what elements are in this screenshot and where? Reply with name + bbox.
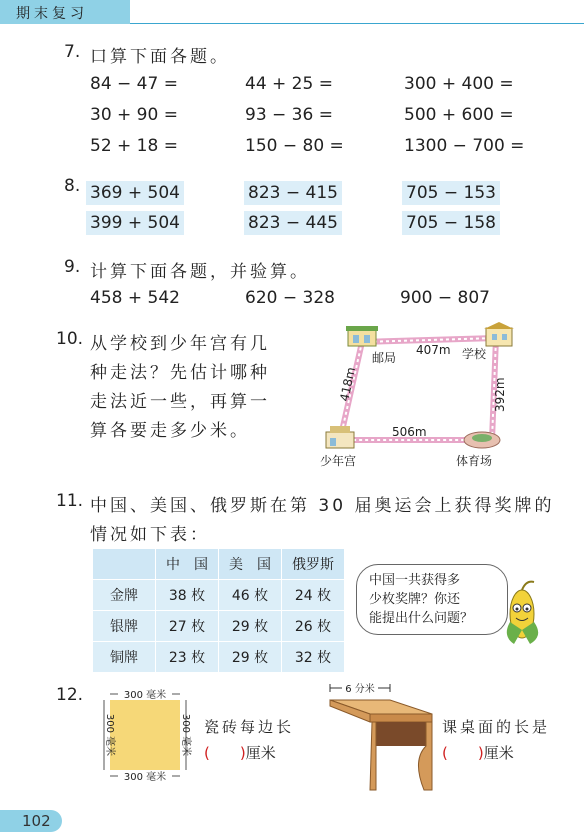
tile-question: 瓷砖每边长 (204, 718, 295, 736)
medal-table (92, 548, 345, 673)
q8-r1-c3: 705 − 153 (402, 181, 500, 205)
q8-r1-c1: 369 + 504 (86, 181, 184, 205)
q9-number: 9. (64, 257, 81, 277)
tile-answer-blank[interactable]: ( ) (204, 744, 246, 762)
table-cell: 23 枚 (156, 642, 219, 673)
q7-r1-c1: 84 − 47 = (90, 74, 178, 94)
q7-r2-c2: 93 − 36 = (245, 105, 333, 125)
post-office-icon (346, 326, 378, 346)
q8-r2-c1: 399 + 504 (86, 211, 184, 235)
table-row (93, 642, 345, 673)
q11-line-2: 情况如下表： (90, 525, 210, 545)
tile-answer-line (204, 742, 276, 763)
stadium-label: 体育场 (456, 454, 493, 468)
q9-prompt: 计算下面各题，并验算。 (90, 262, 310, 282)
header-title: 期末复习 (16, 6, 88, 22)
q12-number: 12. (56, 685, 84, 705)
bubble-line-2: 少枚奖牌？你还 (369, 592, 461, 607)
q10-line-3: 走法近一些，再算一 (90, 392, 270, 412)
q7-r1-c3: 300 + 400 = (404, 74, 514, 94)
tile-figure (96, 686, 196, 782)
q7-prompt: 口算下面各题。 (90, 47, 230, 67)
q8-r2-c2: 823 − 445 (244, 211, 342, 235)
stadium-icon (464, 432, 500, 448)
left-distance-label: 418m (337, 365, 359, 403)
youth-palace-icon (326, 426, 354, 448)
tile-right-label: 300 毫米 (180, 713, 191, 757)
q7-r1-c2: 44 + 25 = (245, 74, 333, 94)
route-map (316, 322, 526, 472)
table-cell: 27 枚 (156, 611, 219, 642)
youth-palace-label: 少年宫 (320, 454, 357, 468)
q7-r2-c1: 30 + 90 = (90, 105, 178, 125)
q9-item-1: 458 + 542 (90, 288, 180, 308)
tile-left-label: 300 毫米 (104, 713, 115, 757)
table-row (93, 611, 345, 642)
q7-number: 7. (64, 42, 81, 62)
table-cell: 46 枚 (219, 580, 282, 611)
tile-unit: 厘米 (245, 744, 276, 762)
post-office-label: 邮局 (372, 351, 397, 365)
table-cell: 32 枚 (282, 642, 345, 673)
desk-answer-line (442, 742, 514, 763)
speech-bubble (356, 564, 508, 635)
q9-item-3: 900 − 807 (400, 288, 490, 308)
table-cell: 29 枚 (219, 642, 282, 673)
table-header-cell: 美 国 (219, 549, 282, 580)
q10-line-4: 算各要走多少米。 (90, 421, 250, 441)
table-header-row (93, 549, 345, 580)
table-cell: 26 枚 (282, 611, 345, 642)
q10-number: 10. (56, 329, 84, 349)
q7-r3-c3: 1300 − 700 = (404, 136, 525, 156)
bottom-distance-label: 506m (392, 425, 427, 439)
q10-line-1: 从学校到少年宫有几 (90, 334, 270, 354)
page-header (0, 0, 584, 26)
q7-r3-c1: 52 + 18 = (90, 136, 178, 156)
q8-number: 8. (64, 176, 81, 196)
table-header-cell (93, 549, 156, 580)
q10-line-2: 种走法？先估计哪种 (90, 363, 270, 383)
table-cell: 铜牌 (93, 642, 156, 673)
q11-line-1: 中国、美国、俄罗斯在第 30 届奥运会上获得奖牌的 (90, 496, 555, 516)
tile-bottom-label: 300 毫米 (123, 772, 167, 782)
q9-item-2: 620 − 328 (245, 288, 335, 308)
header-rule (130, 23, 584, 24)
desk-question: 课桌面的长是 (442, 718, 551, 736)
desk-drawer-opening (376, 722, 426, 746)
table-header-cell: 中 国 (156, 549, 219, 580)
table-header-cell: 俄罗斯 (282, 549, 345, 580)
tile-square (110, 700, 180, 770)
table-row (93, 580, 345, 611)
table-cell: 金牌 (93, 580, 156, 611)
q8-r1-c2: 823 − 415 (244, 181, 342, 205)
q7-r3-c2: 150 − 80 = (245, 136, 344, 156)
table-cell: 24 枚 (282, 580, 345, 611)
tile-top-label: 300 毫米 (123, 690, 167, 701)
school-label: 学校 (462, 347, 487, 361)
bubble-line-1: 中国一共获得多 (369, 573, 461, 588)
top-distance-label: 407m (416, 343, 451, 357)
table-cell: 银牌 (93, 611, 156, 642)
right-distance-label: 392m (493, 377, 507, 412)
corn-mascot-icon (500, 578, 548, 648)
desk-figure (316, 680, 440, 800)
q7-r2-c3: 500 + 600 = (404, 105, 514, 125)
desk-left-leg (370, 722, 376, 790)
q11-number: 11. (56, 491, 84, 511)
desk-answer-blank[interactable]: ( ) (442, 744, 484, 762)
table-cell: 38 枚 (156, 580, 219, 611)
q8-r2-c3: 705 − 158 (402, 211, 500, 235)
school-icon (484, 322, 514, 346)
page-number-tab (0, 810, 62, 832)
table-cell: 29 枚 (219, 611, 282, 642)
desk-unit: 厘米 (483, 744, 514, 762)
bubble-line-3: 能提出什么问题？ (369, 611, 474, 626)
page-number: 102 (22, 812, 51, 830)
desk-dimension-label: 6 分米 (345, 684, 375, 695)
desk-edge (370, 714, 432, 722)
